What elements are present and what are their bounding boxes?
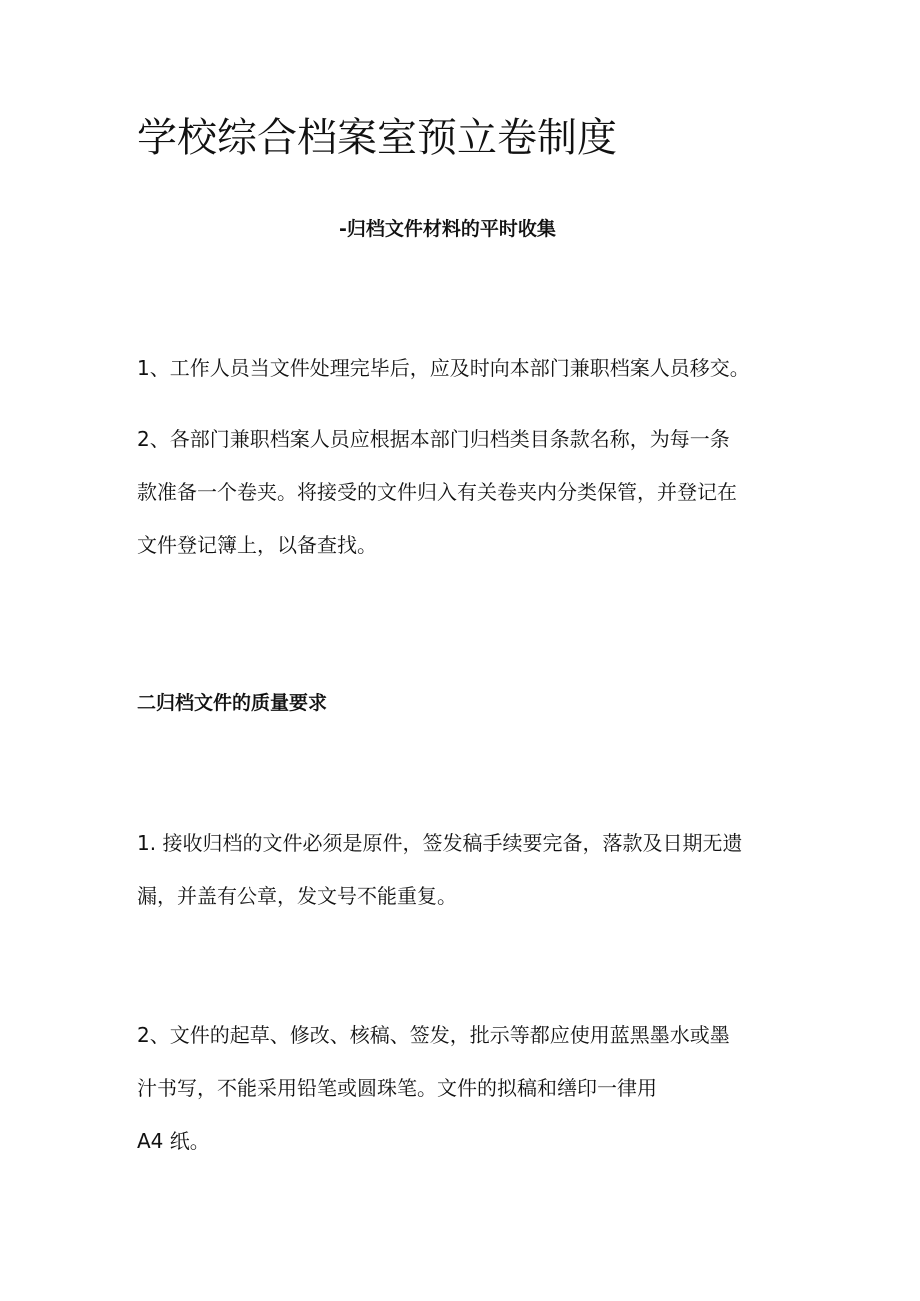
paragraph-line: 2、各部门兼职档案人员应根据本部门归档类目条款名称，为每一条 (137, 427, 730, 451)
section2-heading: 二归档文件的质量要求 (137, 692, 328, 714)
document-title: 学校综合档案室预立卷制度 (137, 115, 617, 161)
section2-paragraph-2 (137, 1009, 797, 1168)
paragraph-line: 1、工作人员当文件处理完毕后，应及时向本部门兼职档案人员移交。 (137, 356, 750, 380)
paragraph-line: 漏，并盖有公章，发文号不能重复。 (137, 884, 457, 908)
section1-paragraph-1 (137, 342, 797, 395)
section2-paragraph-1 (137, 817, 797, 923)
paragraph-line: A4 纸。 (137, 1129, 210, 1153)
paragraph-line: 汁书写，不能采用铅笔或圆珠笔。文件的拟稿和缮印一律用 (137, 1076, 657, 1100)
paragraph-line: 2、文件的起草、修改、核稿、签发，批示等都应使用蓝黑墨水或墨 (137, 1023, 730, 1047)
section1-paragraph-2 (137, 413, 797, 572)
paragraph-line: 款准备一个卷夹。将接受的文件归入有关卷夹内分类保管，并登记在 (137, 480, 737, 504)
section1-heading: -归档文件材料的平时收集 (339, 218, 556, 240)
paragraph-line: 文件登记簿上，以备查找。 (137, 533, 377, 557)
paragraph-line: 1. 接收归档的文件必须是原件，签发稿手续要完备，落款及日期无遗 (137, 831, 743, 855)
